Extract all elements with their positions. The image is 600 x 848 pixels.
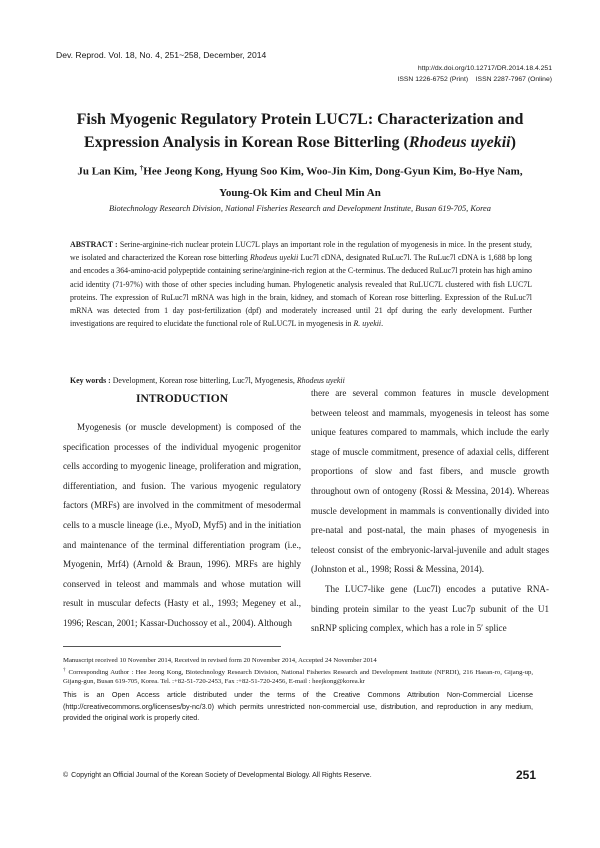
title-species: Rhodeus uyekii [408, 134, 511, 151]
right-column [311, 384, 549, 639]
keywords-text: Development, Korean rose bitterling, Luc7l, Myogenesis, [110, 376, 297, 385]
doi-issn-block [397, 63, 552, 85]
corresponding-author [63, 666, 533, 687]
abstract [70, 238, 532, 330]
keywords-label: Key words : [70, 376, 111, 385]
abstract-text-b: Luc7l cDNA, designated RuLuc7l. The RuLuc7l cDNA is 1,688 bp long and encodes a 364-amino-acid polypeptide containing serine/arginine-rich region at the C-terminus. The deduced RuLuc7l protein has high amino acid identity (71-97%) with those of other species including human. Phylogenetic analysis revealed that RuLUC7L clustered with fish LUC7L proteins. The expression of RuLuc7l mRNA was high in the brain, kidney, and stomach of Korean rose bitterling. Expression of the RuLuc7l mRNA was detected from 1 day post-fertilization (dpf) and moderately increased until 21 dpf during the early development. Further investigations are required to elucidate the functional role of RuLUC7L in myogenesis in [70, 253, 533, 329]
title-line-1: Fish Myogenic Regulatory Protein LUC7L: Characterization and [76, 111, 524, 128]
section-heading-introduction: INTRODUCTION [135, 393, 228, 405]
author-first: Ju Lan Kim, [77, 165, 140, 178]
abstract-end: . [381, 319, 384, 329]
affiliation: Biotechnology Research Division, National Fisheries Research and Development Institute, Busan 619-705, Korea [109, 204, 491, 213]
issn-line: ISSN 1226-6752 (Print) ISSN 2287-7967 (Online) [397, 76, 552, 83]
author-list [40, 158, 560, 204]
title-line-2-text: Expression Analysis in Korean Rose Bitterling ( [84, 134, 409, 151]
manuscript-dates: Manuscript received 10 November 2014, Received in revised form 20 November 2014, Accepted 24 November 2014 [63, 657, 377, 664]
intro-paragraph-1: Myogenesis (or muscle development) is composed of the specification processes of the individual myogenic progenitor cells according to myogenic lineage, proliferation and migration, differentiation, and fusion. The various myogenic regulatory factors (MRFs) are involved in the commitment of mesodermal cells to a muscle lineage (i.e., MyoD, Myf5) and in the initiation and maintenance of the terminal differentiation program (i.e., Myogenin, Mrf4) (Arnold & Braun, 1996). MRFs are highly conserved in teleost and mammals and whose mutation will result in muscular defects (Hasty et al., 1993; Megeney et al., 1996; Rescan, 2001; Kassar-Duchossoy et al., 2004). Although [63, 422, 301, 628]
authors-line-1 [40, 158, 560, 183]
authors-rest: Hee Jeong Kong, Hyung Soo Kim, Woo-Jin Kim, Dong-Gyun Kim, Bo-Hye Nam, [143, 165, 523, 178]
footnote-dagger: † [63, 667, 67, 673]
authors-line-2: Young-Ok Kim and Cheul Min An [219, 186, 381, 199]
copyright-line [63, 772, 372, 779]
footnotes [63, 656, 533, 687]
copyright-icon: © [63, 772, 69, 779]
page-number: 251 [515, 768, 536, 782]
abstract-species-short: R. uyekii [353, 319, 382, 329]
title-line-2 [40, 131, 560, 154]
keywords-species: Rhodeus uyekii [296, 376, 345, 385]
footnote-divider [63, 646, 281, 647]
intro-paragraph-2: there are several common features in muscle development between teleost and mammals, myogenesis in teleost has some unique features compared to mammals, which include the early stage of muscle commitment, presence of adaxial cells, different proportions of slow and fast fibers, and muscle growth throughout own of ontogeny (Rossi & Messina, 2014). Whereas muscle development in mammals is conventionally divided into pre-natal and post-natal, the main phases of myogenesis in teleost consist of the embryonic-larval-juvenile and adult stages (Johnston et al., 1998; Rossi & Messina, 2014). [311, 388, 549, 575]
title-close-paren: ) [510, 134, 516, 151]
corresponding-author-text: Corresponding Author : Hee Jeong Kong, Biotechnology Research Division, National Fisheries Research and Development Institute (NFRDI), 216 Haean-ro, Gijang-up, Gijang-gun, Busan 619-705, Korea. Tel. :+82-51-720-2453, Fax :+82-51-720-2456, E-mail : heejkong@korea.kr [63, 668, 533, 686]
abstract-text-a: Serine-arginine-rich nuclear protein LUC7L plays an important role in the regulation of myogenesis in mice. In the present study, we isolated and characterized the Korean rose bitterling [70, 240, 532, 263]
abstract-species: Rhodeus uyekii [250, 253, 299, 263]
corresponding-dagger: † [139, 164, 144, 172]
left-column [63, 384, 301, 634]
open-access-notice: This is an Open Access article distributed under the terms of the Creative Commons Attribution Non-Commercial License (http://creativecommons.org/licenses/by-nc/3.0) which permits unrestricted non-commercial use, distribution, and reproduction in any medium, provided the original work is properly cited. [63, 690, 533, 722]
intro-paragraph-3: The LUC7-like gene (Luc7l) encodes a putative RNA-binding protein similar to the yeast Luc7p subunit of the U1 snRNP splicing complex, which has a role in 5′ splice [311, 583, 549, 634]
abstract-label: ABSTRACT : [70, 240, 118, 249]
doi-link[interactable]: http://dx.doi.org/10.12717/DR.2014.18.4.251 [417, 65, 552, 72]
article-title [40, 108, 560, 154]
journal-reference: Dev. Reprod. Vol. 18, No. 4, 251~258, December, 2014 [56, 50, 267, 60]
copyright-text: Copyright an Official Journal of the Korean Society of Developmental Biology. All Rights Reserve. [71, 772, 372, 779]
